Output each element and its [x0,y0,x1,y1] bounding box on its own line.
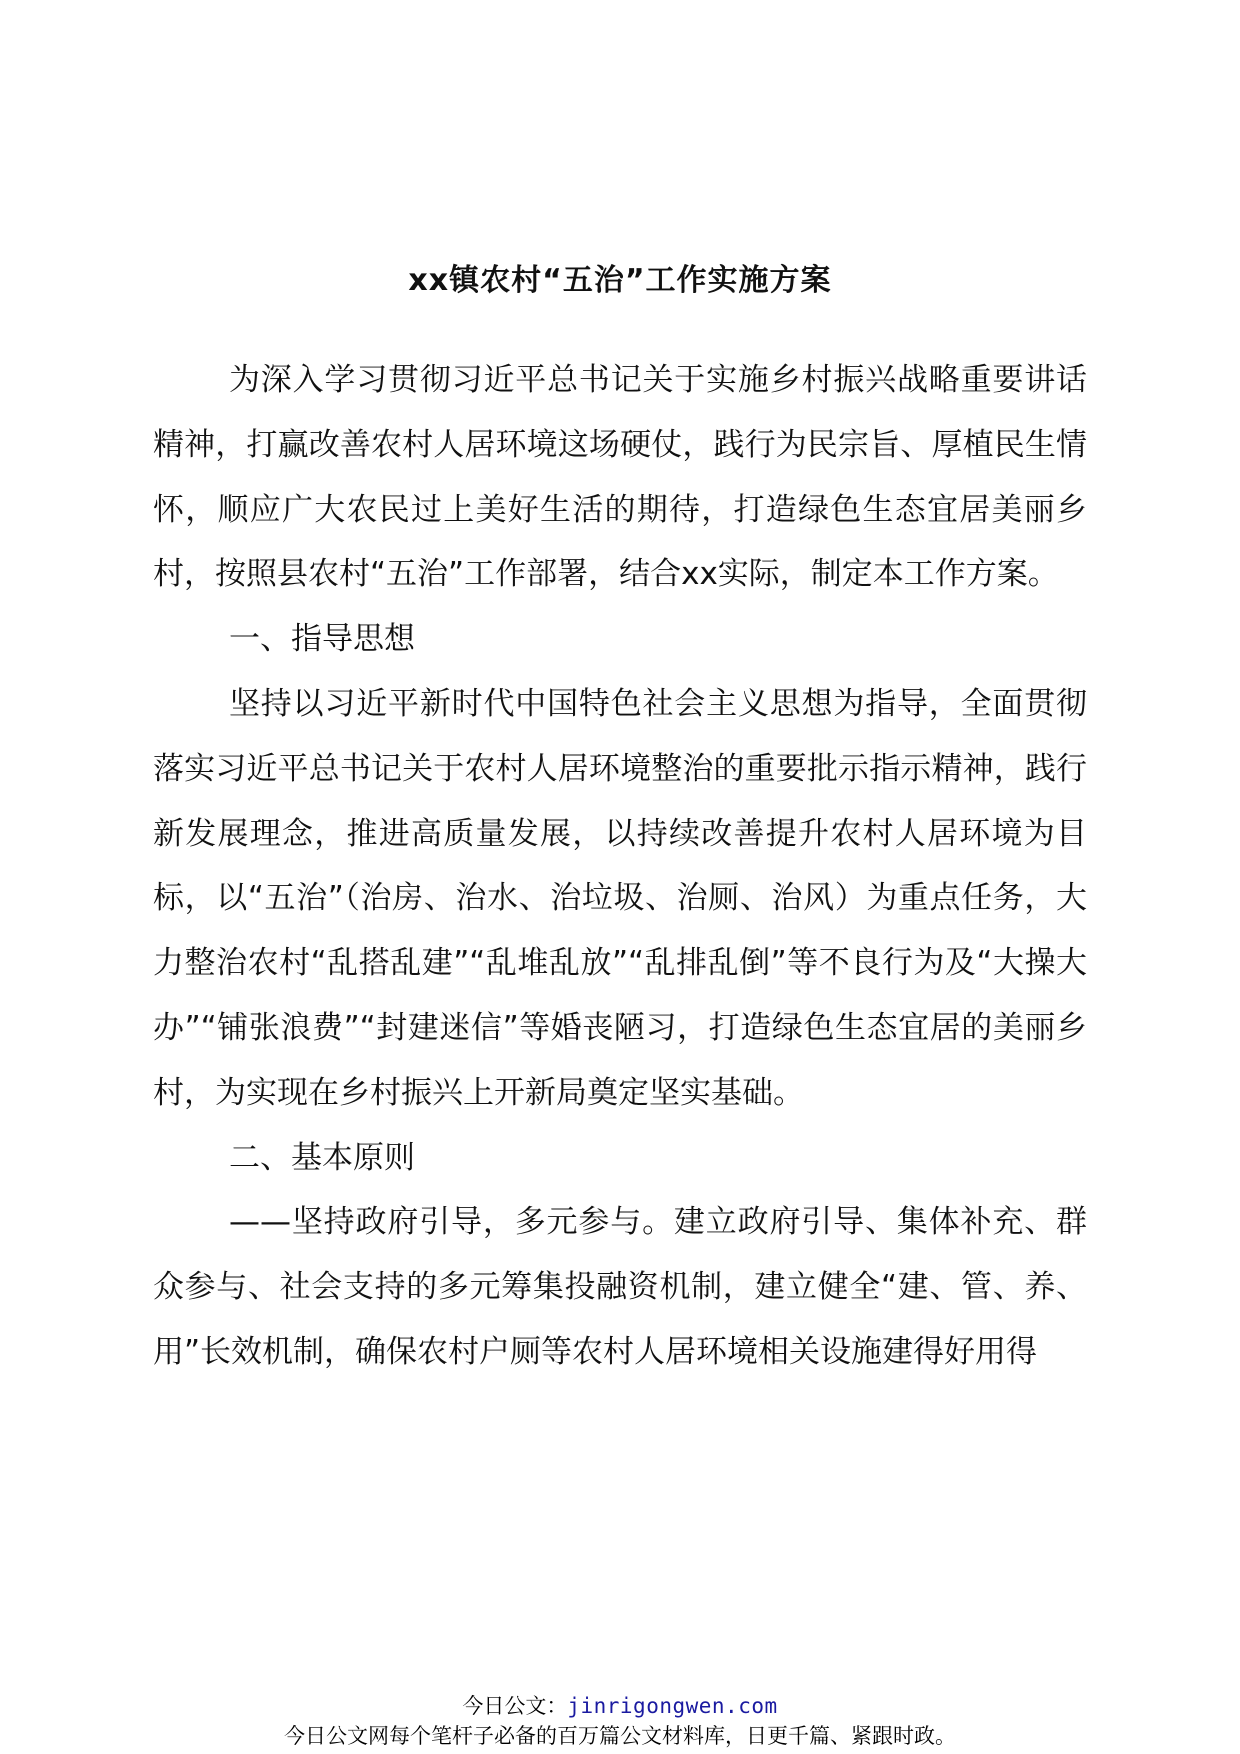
footer-site-line [0,1690,1240,1720]
section-heading-guiding-ideology: 一、指导思想 [229,621,415,658]
document-body [153,348,1087,1385]
footer-slogan: 今日公文网每个笔杆子必备的百万篇公文材料库，日更千篇、紧跟时政。 [284,1724,956,1748]
section-heading-basic-principles: 二、基本原则 [229,1139,415,1176]
intro-paragraph: 为深入学习贯彻习近平总书记关于实施乡村振兴战略重要讲话精神，打赢改善农村人居环境这场硬仗，践行为民宗旨、厚植民生情怀，顺应广大农民过上美好生活的期待，打造绿色生态宜居美丽乡村，按照县农村“五治”工作部署，结合xx实际，制定本工作方案。 [153,362,1087,593]
page-title: xx镇农村“五治”工作实施方案 [408,263,832,298]
principle-paragraph: ——坚持政府引导，多元参与。建立政府引导、集体补充、群众参与、社会支持的多元筹集投融资机制，建立健全“建、管、养、用”长效机制，确保农村户厕等农村人居环境相关设施建得好用得 [153,1204,1087,1370]
footer-site-label: 今日公文： [462,1694,568,1718]
guiding-ideology-paragraph: 坚持以习近平新时代中国特色社会主义思想为指导，全面贯彻落实习近平总书记关于农村人居环境整治的重要批示指示精神，践行新发展理念，推进高质量发展，以持续改善提升农村人居环境为目标，以“五治”（治房、治水、治垃圾、治厕、治风）为重点任务，大力整治农村“乱搭乱建”“乱堆乱放”“乱排乱倒”等不良行为及“大操大办”“铺张浪费”“封建迷信”等婚丧陋习，打造绿色生态宜居的美丽乡村，为实现在乡村振兴上开新局奠定坚实基础。 [153,685,1087,1111]
footer-site-url[interactable]: jinrigongwen.com [567,1694,778,1718]
